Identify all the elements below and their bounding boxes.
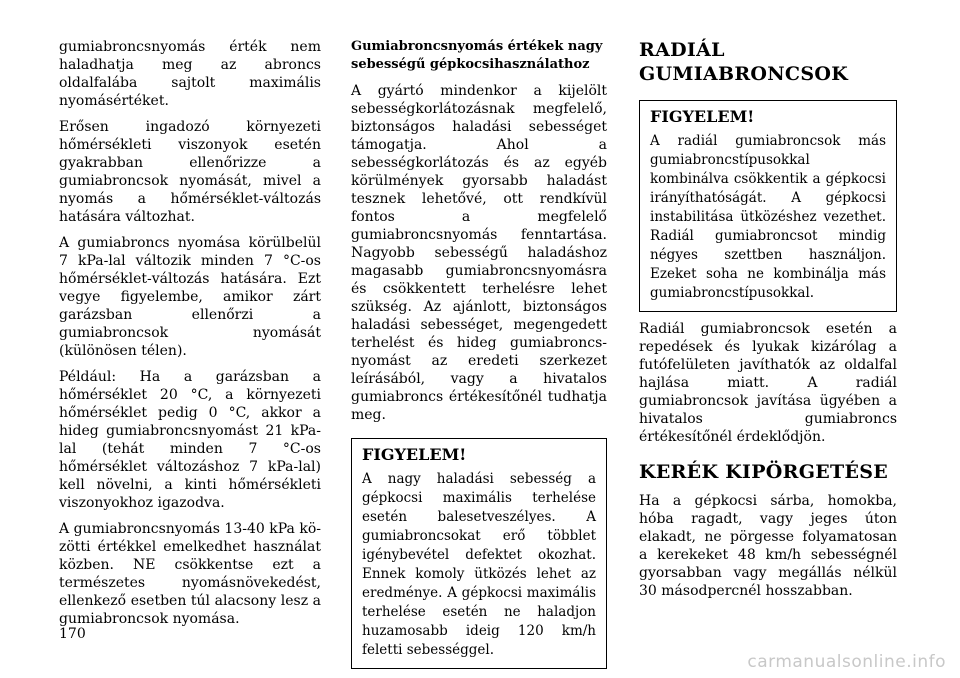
warning-text: A radiál gumiabroncsok más gumiabroncstípusokkal kombinálva csökkentik a gépkocsi irányíthatóságát. A gépkocsi instabilitása ütközéshez vezethet. Radiál gumiabroncsot mindig négyes szettben használjon. Ezeket soha ne kombinálja más gumiabroncstípusokkal. bbox=[650, 133, 886, 301]
paragraph-pressure-change: A gumiabroncs nyomása körülbelül 7 kPa-lal változik minden 7 °C-os hőmérséklet-változás hatására. Ezt vegye figyelembe, amikor zárt garázsban ellenőrzi a gumiabroncsok nyomását (különösen télen). bbox=[59, 235, 321, 359]
warning-box-high-speed bbox=[351, 438, 607, 669]
paragraph-pressure-increase: A gumiabroncsnyomás 13-40 kPa közötti értékkel emelkedhet használat közben. NE csökkentse ezt a természetes nyomásnövekedést, ellenkező esetben túl alacsony lesz a gumiabroncsok nyomása. bbox=[59, 521, 321, 627]
middle-column bbox=[351, 38, 607, 677]
warning-title: FIGYELEM! bbox=[650, 107, 755, 126]
watermark: carmanualsonline.info bbox=[747, 652, 946, 672]
section-title-radial-line1: RADIÁL bbox=[639, 39, 725, 61]
paragraph-temperature-check: Erősen ingadozó környezeti hőmérsékleti viszonyok esetén gyakrabban ellenőrizze a gumiabroncsok nyomását, mivel a nyomás a hőmérséklet-változás hatására változhat. bbox=[59, 119, 321, 225]
paragraph-high-speed: A gyártó mindenkor a kijelölt sebességkorlátozásnak megfelelő, biztonságos haladási sebességet támogatja. Ahol a sebességkorlátozás és az egyéb körülmények gyorsabb haladást tesznek lehetővé, ott rendkívül fontos a megfelelő gumiabroncsnyomás fenntartása. Nagyobb sebességű haladáshoz magasabb gumiabroncsnyomásra és csökkentett terhelésre lehet szükség. Az ajánlott, biztonságos haladási sebességet, megengedett terhelést és hideg gumiabroncsnyomást az eredeti szerkezet leírásából, vagy a hivatalos gumiabroncs értékesítőnél tudhatja meg. bbox=[351, 83, 607, 423]
warning-title: FIGYELEM! bbox=[362, 445, 467, 464]
section-title-radial-line2: GUMIABRONCSOK bbox=[639, 63, 849, 85]
subheading-high-speed: Gumiabroncsnyomás értékek nagy sebességű gépkocsihasználathoz bbox=[351, 39, 603, 72]
page-number: 170 bbox=[59, 626, 86, 642]
paragraph-radial-repair: Radiál gumiabroncsok esetén a repedések és lyukak kizárólag a futófelületen javíthatók az oldalfal hajlása miatt. A radiál gumiabroncsok javítása ügyében a hivatalos gumiabroncs értékesítőnél érdeklődjön. bbox=[639, 321, 897, 445]
warning-text: A nagy haladási sebesség a gépkocsi maximális terhelése esetén balesetveszélyes. A gumiabroncsokat erő többlet igénybevétel defektet okozhat. Ennek komoly ütközés lehet az eredménye. A gépkocsi maximális terhelése esetén ne haladjon huzamosabb ideig 120 km/h feletti sebességgel. bbox=[362, 471, 596, 658]
paragraph-pressure-limit: gumiabroncsnyomás érték nem haladhatja meg az abroncs oldalfalába sajtolt maximális nyomásértéket. bbox=[59, 39, 321, 109]
paragraph-example: Például: Ha a garázsban a hőmérséklet 20 °C, a környezeti hőmérséklet pedig 0 °C, akkor a hideg gumiabroncsnyomást 21 kPa-lal (tehát minden 7 °C-os hőmérséklet változáshoz 7 kPa-lal) kell növelni, a kinti hőmérsékleti viszonyokhoz igazodva. bbox=[59, 369, 321, 511]
paragraph-wheel-spin: Ha a gépkocsi sárba, homokba, hóba ragadt, vagy jeges úton elakadt, ne pörgesse folyamatosan a kerekeket 48 km/h sebességnél gyorsabban vagy megállás nélkül 30 másodpercnél hosszabban. bbox=[639, 493, 897, 599]
section-title-wheel-spin: KERÉK KIPÖRGETÉSE bbox=[639, 461, 889, 483]
right-column bbox=[639, 38, 897, 608]
section-title-radial bbox=[639, 38, 897, 86]
left-column bbox=[59, 38, 321, 636]
warning-box-radial bbox=[639, 100, 897, 312]
